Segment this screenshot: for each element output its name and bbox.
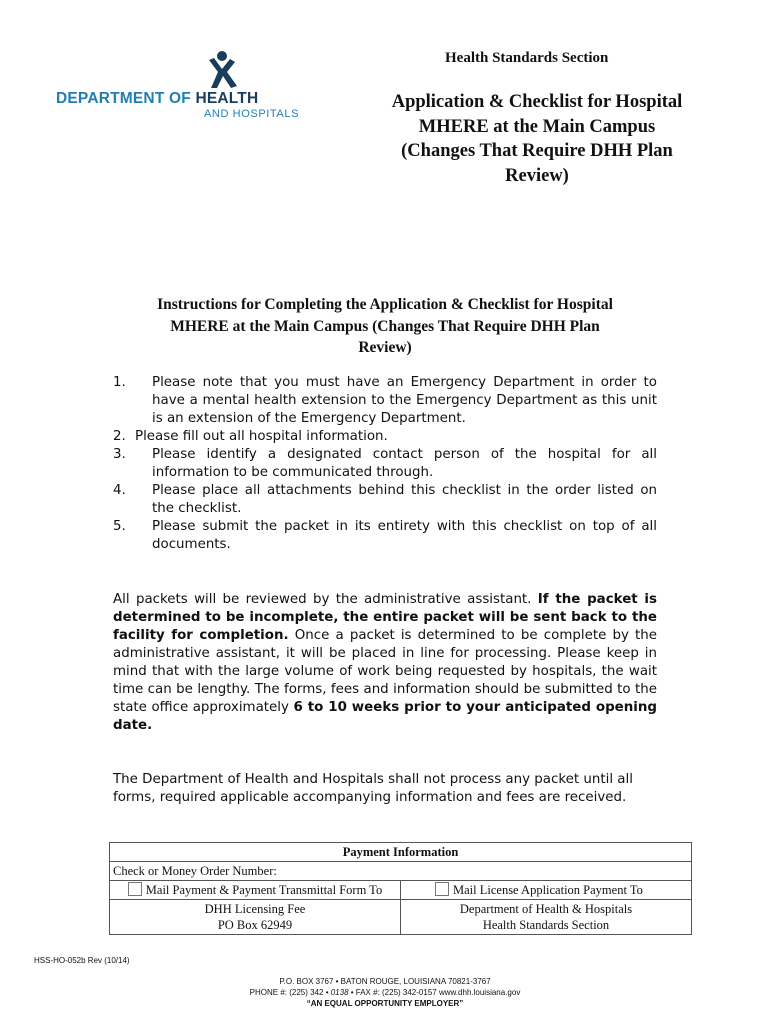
item-number: 5. (113, 519, 126, 534)
list-item (113, 518, 657, 554)
list-item (113, 374, 657, 428)
heading-line: MHERE at the Main Campus (Changes That Require DHH Plan (170, 317, 600, 335)
title-line: MHERE at the Main Campus (418, 116, 656, 137)
left-address-cell (110, 900, 401, 935)
right-option-cell (401, 881, 692, 900)
title-line: Application & Checklist for Hospital (391, 92, 683, 112)
logo-text-department: DEPARTMENT OF (56, 90, 196, 107)
text-run: 0138 (330, 988, 349, 997)
section-name: Health Standards Section (445, 50, 609, 66)
form-code: HSS-HO-052b Rev (10/14) (34, 956, 130, 965)
checkbox-label: Mail Payment & Payment Transmittal Form To (145, 883, 383, 897)
text-run: Once a packet is determined to be complete by the administrative assistant, it will be placed in line for processing. Please keep in mind that with the large volume of work being requested by hospitals, the wait time can be lengthy. The forms, fees and information should be submitted to the state office approximately (113, 628, 658, 715)
address-line: Department of Health & Hospitals (459, 902, 633, 916)
logo-text-health: HEALTH (195, 90, 259, 107)
logo-text-hospitals: AND HOSPITALS (204, 108, 300, 120)
item-text: Please place all attachments behind this checklist in the order listed on the checklist. (152, 483, 657, 516)
footer-tagline: “AN EQUAL OPPORTUNITY EMPLOYER” (306, 999, 464, 1008)
title-line: (Changes That Require DHH Plan (401, 141, 673, 161)
mail-license-checkbox[interactable] (435, 882, 449, 896)
footer-contact (0, 987, 770, 998)
footer-address: P.O. BOX 3767 • BATON ROUGE, LOUISIANA 70821-3767 (279, 977, 491, 986)
item-number: 1. (113, 375, 126, 390)
item-text: Please note that you must have an Emergency Department in order to have a mental health extension to the Emergency Department as this unit is an extension of the Emergency Department. (152, 375, 657, 426)
instructions-heading (100, 294, 670, 359)
bold-text-run: 6 to 10 weeks prior to your anticipated opening date. (113, 700, 658, 733)
item-text: Please identify a designated contact person of the hospital for all information to be communicated through. (152, 447, 657, 480)
item-text: Please submit the packet in its entirety with this checklist on top of all documents. (152, 519, 657, 552)
title-line: Review) (505, 165, 569, 186)
heading-line: Instructions for Completing the Application & Checklist for Hospital (157, 296, 613, 313)
address-line: Health Standards Section (482, 918, 610, 932)
address-line: DHH Licensing Fee (204, 902, 306, 916)
bold-text-run: If the packet is determined to be incomplete, the entire packet will be sent back to the facility for completion. (113, 592, 657, 643)
page-footer (0, 976, 770, 1009)
list-item (113, 446, 657, 482)
instructions-list (113, 374, 657, 554)
item-number: 3. (113, 447, 126, 462)
payment-table (109, 842, 692, 935)
review-paragraph (113, 591, 657, 735)
text-run: PHONE #: (225) 342 • (249, 988, 331, 997)
dhh-logo (56, 50, 316, 125)
document-title (372, 90, 702, 188)
item-number: 2. (113, 429, 126, 444)
payment-header: Payment Information (110, 843, 692, 862)
left-option-cell (110, 881, 401, 900)
check-number-field[interactable]: Check or Money Order Number: (110, 862, 692, 881)
text-run: • FAX #: (225) 342-0157 www.dhh.louisiana.gov (348, 988, 521, 997)
person-icon (201, 50, 243, 90)
right-address-cell (401, 900, 692, 935)
mail-payment-checkbox[interactable] (128, 882, 142, 896)
list-item (113, 482, 657, 518)
heading-line: Review) (358, 339, 412, 356)
item-number: 4. (113, 483, 126, 498)
list-item (113, 428, 657, 446)
processing-paragraph: The Department of Health and Hospitals shall not process any packet until all forms, required applicable accompanying information and fees are received. (113, 772, 633, 805)
address-line: PO Box 62949 (217, 918, 293, 932)
text-run: All packets will be reviewed by the administrative assistant. (113, 592, 538, 607)
checkbox-label: Mail License Application Payment To (453, 883, 643, 897)
item-text: Please fill out all hospital information. (135, 429, 388, 444)
